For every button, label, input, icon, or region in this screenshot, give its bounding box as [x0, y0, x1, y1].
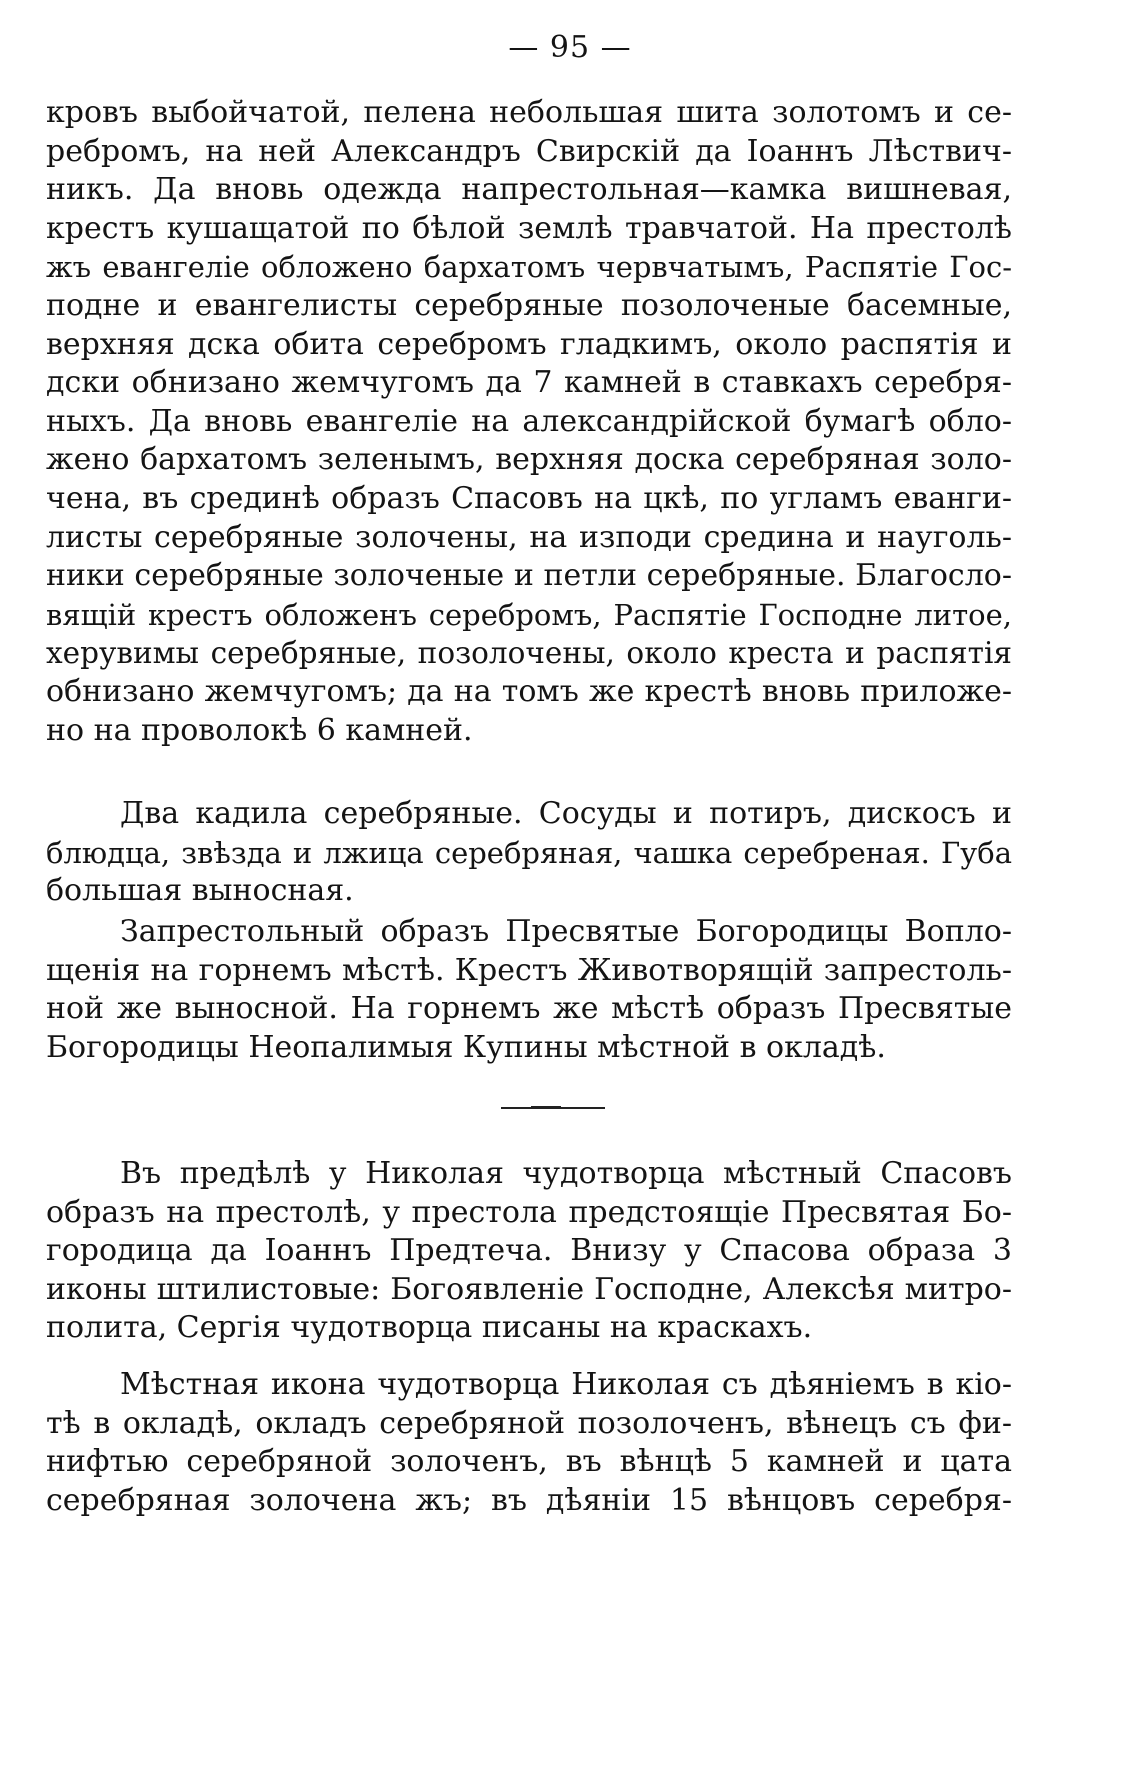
text-line: щенія на горнемъ мѣстѣ. Крестъ Животворящій запрестоль- [46, 952, 1012, 988]
text-line: обнизано жемчугомъ; да на томъ же крестѣ вновь приложе- [46, 673, 1012, 709]
text-line: листы серебряные золочены, на изподи средина и науголь- [46, 519, 1012, 555]
text-line: полита, Сергія чудотворца писаны на краскахъ. [46, 1310, 813, 1346]
text-line: дски обнизано жемчугомъ да 7 камней в ставкахъ серебря- [46, 365, 1012, 401]
text-line: образъ на престолѣ, у престола предстоящіе Пресвятая Бо- [46, 1194, 1012, 1230]
text-line: ныхъ. Да вновь евангеліе на александрійской бумагѣ обло- [46, 403, 1012, 439]
text-line: жено бархатомъ зеленымъ, верхняя доска серебряная золо- [46, 442, 1012, 478]
text-line: городица да Іоаннъ Предтеча. Внизу у Спасова образа 3 [46, 1233, 1012, 1269]
text-line: никъ. Да вновь одежда напрестольная—камка вишневая, [46, 172, 1012, 208]
text-line: верхняя дска обита серебромъ гладкимъ, около распятія и [46, 326, 1012, 362]
paragraph-nicholas-chapel [46, 1155, 1012, 1348]
paragraph-altar-icon [46, 913, 1012, 1067]
text-line: нифтью серебряной золоченъ, въ вѣнцѣ 5 камней и цата [46, 1444, 1012, 1480]
text-line: иконы штилистовые: Богоявленіе Господне, Алексѣя митро- [46, 1271, 1012, 1307]
text-line: ники серебряные золоченые и петли серебряные. Благосло- [46, 558, 1012, 594]
paragraph-altar-vestments [46, 94, 1012, 750]
text-line: ной же выносной. На горнемъ же мѣстѣ образъ Пресвятые [46, 991, 1012, 1027]
text-line: блюдца, звѣзда и лжица серебряная, чашка серебреная. Губа [46, 835, 1012, 870]
text-line: Два кадила серебряные. Сосуды и потиръ, дискосъ и [120, 796, 1012, 831]
text-line: серебряная золочена жъ; въ дѣяніи 15 вѣнцовъ серебря- [46, 1482, 1012, 1518]
paragraph-nicholas-icon [46, 1366, 1012, 1520]
section-divider-accent [531, 1106, 561, 1109]
paragraph-censers [46, 795, 1012, 911]
text-line: жъ евангеліе обложено бархатомъ червчатымъ, Распятіе Гос- [46, 250, 1012, 285]
text-line: ребромъ, на ней Александръ Свирскій да Іоаннъ Лѣствич- [46, 133, 1012, 169]
text-line: кровъ выбойчатой, пелена небольшая шита золотомъ и се- [46, 95, 1012, 130]
text-line: большая выносная. [46, 873, 354, 909]
text-line: подне и евангелисты серебряные позолоченые басемные, [46, 287, 1012, 323]
text-line: Богородицы Неопалимыя Купины мѣстной в окладѣ. [46, 1029, 886, 1065]
text-line: Запрестольный образъ Пресвятые Богородицы Воплo- [120, 914, 1012, 949]
text-line: Въ предѣлѣ у Николая чудотворца мѣстный Спасовъ [120, 1156, 1012, 1191]
page-number: — 95 — [508, 30, 632, 65]
text-line: крестъ кушащатой по бѣлой землѣ травчатой. На престолѣ [46, 210, 1012, 246]
text-line: но на проволокѣ 6 камней. [46, 712, 473, 748]
text-line: чена, въ срединѣ образъ Спасовъ на цкѣ, по угламъ еванги- [46, 480, 1012, 516]
text-line: тѣ в окладѣ, окладъ серебряной позолоченъ, вѣнецъ съ фи- [46, 1405, 1012, 1441]
text-line: Мѣстная икона чудотворца Николая съ дѣяніемъ в кіо- [120, 1367, 1012, 1402]
text-line: херувимы серебряные, позолочены, около креста и распятія [46, 636, 1012, 671]
text-line: вящій крестъ обложенъ серебромъ, Распятіе Господне литое, [46, 597, 1012, 632]
